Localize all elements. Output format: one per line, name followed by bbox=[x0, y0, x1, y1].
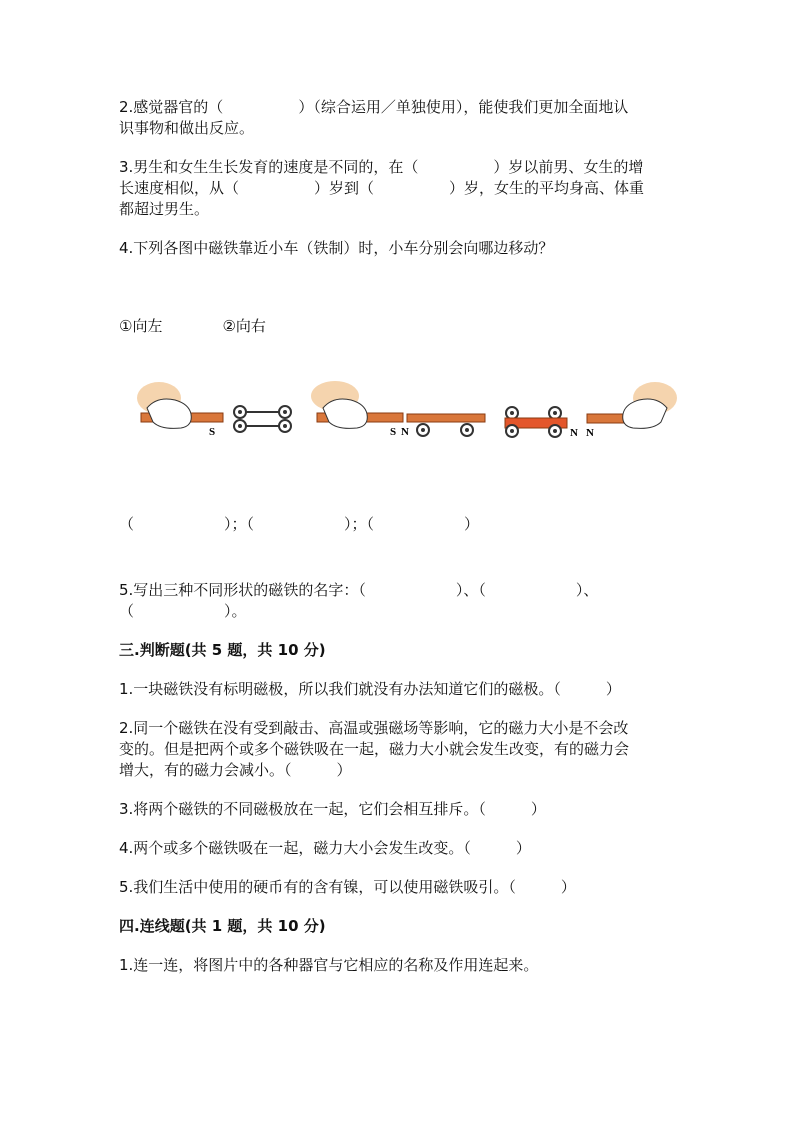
hand-icon bbox=[623, 399, 667, 428]
pole-label: N bbox=[401, 426, 409, 438]
q4-answer-line: （ ）；（ ）；（ ） bbox=[119, 515, 480, 533]
cart-1 bbox=[234, 406, 291, 432]
panel-3 bbox=[505, 382, 677, 439]
q2-line1: 2.感觉器官的（ ）（综合运用／单独使用），能使我们更加全面地认 bbox=[119, 98, 629, 116]
q3-line1: 3.男生和女生生长发育的速度是不同的，在（ ）岁以前男、女生的增 bbox=[119, 158, 644, 176]
q4-line1: 4.下列各图中磁铁靠近小车（铁制）时，小车分别会向哪边移动？ bbox=[119, 239, 554, 257]
s3-item-1: 1.一块磁铁没有标明磁极，所以我们就没有办法知道它们的磁极。（ ） bbox=[119, 680, 621, 698]
section-3-title: 三.判断题(共 5 题，共 10 分) bbox=[119, 641, 326, 659]
q2-line2: 识事物和做出反应。 bbox=[119, 119, 255, 137]
magnet-cart-figure bbox=[137, 378, 677, 444]
q5-line1: 5.写出三种不同形状的磁铁的名字：（ ）、（ ）、 bbox=[119, 581, 599, 599]
q3-line3: 都超过男生。 bbox=[119, 200, 210, 218]
section-4-title: 四.连线题(共 1 题，共 10 分) bbox=[119, 917, 326, 935]
s3-item-2-line3: 增大，有的磁力会减小。（ ） bbox=[119, 761, 352, 779]
hand-icon bbox=[323, 399, 367, 428]
s3-item-2-line1: 2.同一个磁铁在没有受到敲击、高温或强磁场等影响，它的磁力大小是不会改 bbox=[119, 719, 629, 737]
q4-options: ①向左 ②向右 bbox=[119, 317, 266, 335]
panel-2 bbox=[311, 381, 485, 438]
hand-icon bbox=[147, 399, 191, 428]
q5-line2: （ ）。 bbox=[119, 602, 247, 620]
s3-item-4: 4.两个或多个磁铁吸在一起，磁力大小会发生改变。（ ） bbox=[119, 839, 531, 857]
s4-item-1: 1.连一连，将图片中的各种器官与它相应的名称及作用连起来。 bbox=[119, 956, 539, 974]
pole-label: S bbox=[390, 426, 397, 438]
s3-item-3: 3.将两个磁铁的不同磁极放在一起，它们会相互排斥。（ ） bbox=[119, 800, 546, 818]
pole-label: S bbox=[209, 426, 216, 438]
pole-label: N bbox=[586, 427, 594, 439]
cart-magnet-2 bbox=[407, 414, 485, 422]
pole-label: N bbox=[570, 427, 578, 439]
panel-1 bbox=[137, 382, 291, 438]
s3-item-5: 5.我们生活中使用的硬币有的含有镍，可以使用磁铁吸引。（ ） bbox=[119, 878, 576, 896]
q3-line2: 长速度相似，从（ ）岁到（ ）岁，女生的平均身高、体重 bbox=[119, 179, 645, 197]
s3-item-2-line2: 变的。但是把两个或多个磁铁吸在一起，磁力大小就会发生改变，有的磁力会 bbox=[119, 740, 630, 758]
